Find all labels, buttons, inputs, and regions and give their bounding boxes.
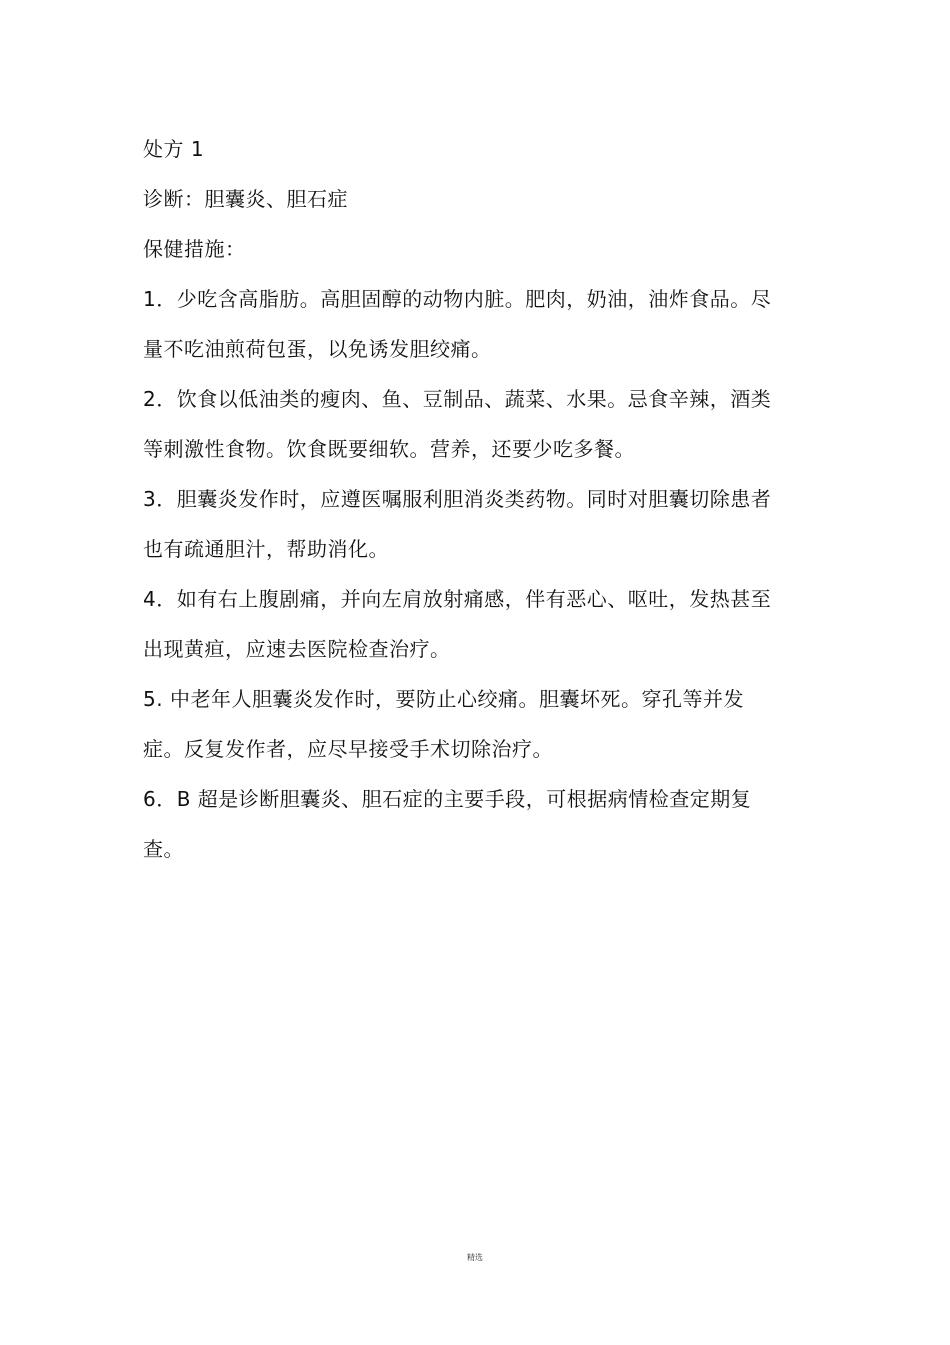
document-body bbox=[143, 124, 773, 874]
measure-item-1: 1．少吃含高脂肪。高胆固醇的动物内脏。肥肉，奶油，油炸食品。尽量不吃油煎荷包蛋，以免诱发胆绞痛。 bbox=[143, 287, 772, 361]
measures-heading: 保健措施： bbox=[143, 237, 246, 261]
measure-item-4: 4．如有右上腹剧痛，并向左肩放射痛感，伴有恶心、呕吐，发热甚至出现黄疸，应速去医院检查治疗。 bbox=[143, 587, 772, 661]
measure-item-3: 3．胆囊炎发作时，应遵医嘱服利胆消炎类药物。同时对胆囊切除患者也有疏通胆汁，帮助消化。 bbox=[143, 487, 772, 561]
diagnosis-line: 诊断：胆囊炎、胆石症 bbox=[143, 187, 348, 211]
prescription-title: 处方 1 bbox=[143, 137, 205, 161]
page-footer-label: 精选 bbox=[467, 1253, 483, 1262]
measure-item-6: 6．B 超是诊断胆囊炎、胆石症的主要手段，可根据病情检查定期复查。 bbox=[143, 787, 752, 861]
measure-item-5: 5. 中老年人胆囊炎发作时，要防止心绞痛。胆囊坏死。穿孔等并发症。反复发作者，应尽早接受手术切除治疗。 bbox=[143, 687, 744, 761]
measure-item-2: 2．饮食以低油类的瘦肉、鱼、豆制品、蔬菜、水果。忌食辛辣，酒类等刺激性食物。饮食既要细软。营养，还要少吃多餐。 bbox=[143, 387, 772, 461]
